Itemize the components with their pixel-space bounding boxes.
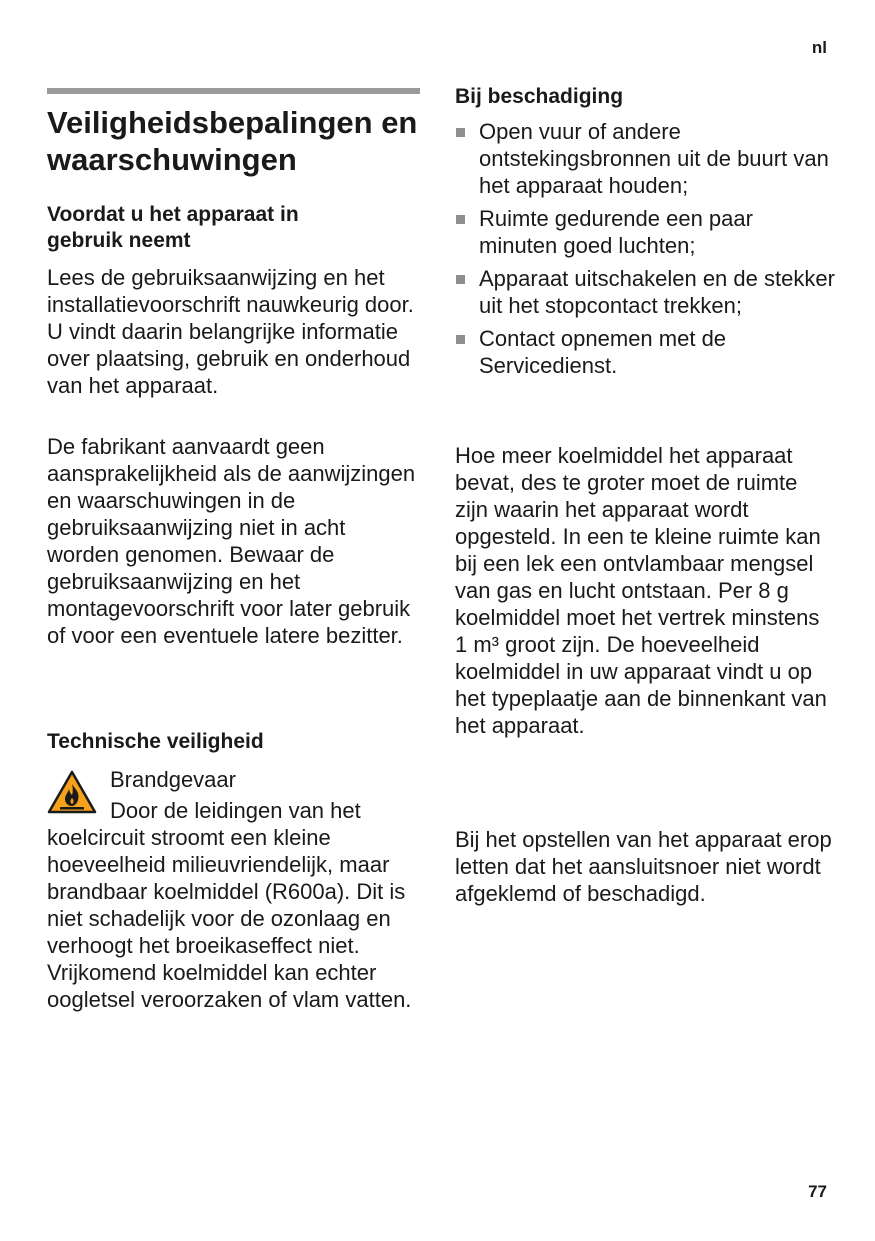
page-number: 77: [808, 1182, 827, 1201]
bullet-square-icon: [456, 128, 465, 137]
section-heading-before-use: Voordat u het apparaat in gebruik neemt: [47, 203, 299, 252]
section-heading-technical-safety: Technische veiligheid: [47, 730, 264, 753]
list-item-text: Ruimte gedurende een paar minuten goed luchten;: [479, 206, 753, 258]
paragraph-power-cord: Bij het opstellen van het apparaat erop letten dat het aansluitsnoer niet wordt afgeklemd of beschadigd.: [455, 827, 832, 906]
list-item: [455, 325, 835, 379]
list-item-text: Contact opnemen met de Servicedienst.: [479, 326, 727, 378]
list-item-text: Open vuur of andere ontstekingsbronnen uit de buurt van het apparaat houden;: [479, 119, 829, 198]
bullet-square-icon: [456, 215, 465, 224]
paragraph-read-instructions: Lees de gebruiksaanwijzing en het installatievoorschrift nauwkeurig door. U vindt daarin belangrijke informatie over plaatsing, gebruik en onderhoud van het apparaat.: [47, 265, 414, 398]
list-item: [455, 118, 835, 199]
bullet-square-icon: [456, 275, 465, 284]
paragraph-refrigerant-room-size: Hoe meer koelmiddel het apparaat bevat, des te groter moet de ruimte zijn waarin het apparaat wordt opgesteld. In een te kleine ruimte kan bij een lek een ontvlambaar mengsel van gas en lucht ontstaan. Per 8 g koelmiddel moet het vertrek minstens 1 m³ groot zijn. De hoeveelheid koelmiddel in uw apparaat vindt u op het typeplaatje aan de binnenkant van het apparaat.: [455, 443, 827, 738]
list-item-text: Apparaat uitschakelen en de stekker uit het stopcontact trekken;: [479, 266, 835, 318]
language-code: nl: [811, 38, 827, 57]
warning-text: Door de leidingen van het koelcircuit stroomt een kleine hoeveelheid milieuvriendelijk, maar brandbaar koelmiddel (R600a). Dit is niet schadelijk voor de ozonlaag en verhoogt het broeikaseffect niet. Vrijkomend koelmiddel kan echter oogletsel veroorzaken of vlam vatten.: [47, 798, 412, 1012]
damage-steps-list: [455, 118, 835, 385]
bullet-square-icon: [456, 335, 465, 344]
paragraph-liability: De fabrikant aanvaardt geen aansprakelijkheid als de aanwijzingen en waarschuwingen in de gebruiksaanwijzing niet in acht worden genomen. Bewaar de gebruiksaanwijzing en het montagevoorschrift voor later gebruik of voor een eventuele latere bezitter.: [47, 434, 416, 648]
page-title: Veiligheidsbepalingen en waarschuwingen: [47, 105, 418, 177]
list-item: [455, 265, 835, 319]
section-rule: [47, 88, 420, 94]
section-heading-damage: Bij beschadiging: [455, 85, 624, 108]
warning-title: Brandgevaar: [110, 767, 236, 792]
list-item: [455, 205, 835, 259]
